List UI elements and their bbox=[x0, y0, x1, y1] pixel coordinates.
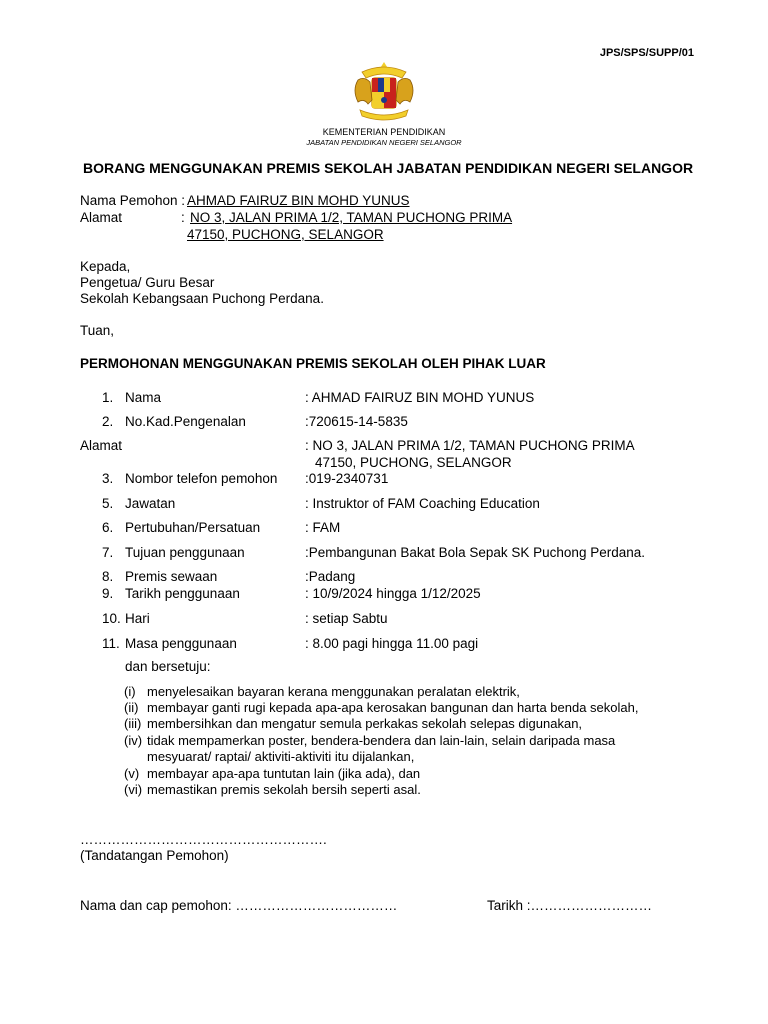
clause-text: menyelesaikan bayaran kerana menggunakan peralatan elektrik, bbox=[147, 684, 520, 699]
form-title: BORANG MENGGUNAKAN PREMIS SEKOLAH JABATAN PENDIDIKAN NEGERI SELANGOR bbox=[83, 160, 694, 176]
signature-caption: (Tandatangan Pemohon) bbox=[80, 848, 229, 863]
agreement-intro: dan bersetuju: bbox=[125, 659, 211, 674]
date-field: Tarikh :……………………… bbox=[487, 898, 653, 913]
department-name: JABATAN PENDIDIKAN NEGERI SELANGOR bbox=[306, 138, 462, 147]
field-number: 5. bbox=[102, 496, 114, 511]
clause-number: (ii) bbox=[124, 700, 139, 715]
recipient-line1: Pengetua/ Guru Besar bbox=[80, 275, 215, 290]
field-value-time: : 8.00 pagi hingga 11.00 pagi bbox=[305, 636, 479, 651]
field-number: 7. bbox=[102, 545, 114, 560]
field-label-date: Tarikh penggunaan bbox=[125, 586, 240, 601]
clause-number: (vi) bbox=[124, 782, 143, 797]
field-number: 10. bbox=[102, 611, 121, 626]
clause-number: (i) bbox=[124, 684, 136, 699]
field-value-day: : setiap Sabtu bbox=[305, 611, 388, 626]
clause-number: (v) bbox=[124, 766, 140, 781]
applicant-name-value: AHMAD FAIRUZ BIN MOHD YUNUS bbox=[187, 193, 410, 208]
field-value-date: : 10/9/2024 hingga 1/12/2025 bbox=[305, 586, 481, 601]
clause-text: membayar apa-apa tuntutan lain (jika ada), dan bbox=[147, 766, 421, 781]
clause-text: membersihkan dan mengatur semula perkakas sekolah selepas digunakan, bbox=[147, 716, 583, 731]
field-number: 1. bbox=[102, 390, 114, 405]
field-number: 6. bbox=[102, 520, 114, 535]
field-label-day: Hari bbox=[125, 611, 150, 626]
field-label-organisation: Pertubuhan/Persatuan bbox=[125, 520, 261, 535]
applicant-address-colon: : bbox=[181, 210, 185, 225]
clause-number: (iii) bbox=[124, 716, 142, 731]
name-stamp-field: Nama dan cap pemohon: ……………………………… bbox=[80, 898, 398, 913]
applicant-address-label: Alamat bbox=[80, 210, 123, 225]
applicant-address-line1: NO 3, JALAN PRIMA 1/2, TAMAN PUCHONG PRIMA bbox=[190, 210, 513, 225]
reference-code: JPS/SPS/SUPP/01 bbox=[599, 47, 694, 59]
field-label-alamat: Alamat bbox=[80, 438, 123, 453]
applicant-name-label: Nama Pemohon : bbox=[80, 193, 186, 208]
field-value-phone: :019-2340731 bbox=[305, 471, 389, 486]
field-label-time: Masa penggunaan bbox=[125, 636, 237, 651]
coat-of-arms-logo bbox=[344, 60, 424, 126]
clause-text: memastikan premis sekolah bersih seperti asal. bbox=[147, 782, 421, 797]
field-number: 9. bbox=[102, 586, 114, 601]
field-label-premises: Premis sewaan bbox=[125, 569, 218, 584]
field-value-nama: : AHMAD FAIRUZ BIN MOHD YUNUS bbox=[305, 390, 535, 405]
clause-text-continued: mesyuarat/ raptai/ aktiviti-aktiviti itu dijalankan, bbox=[147, 749, 415, 764]
field-value-purpose: :Pembangunan Bakat Bola Sepak SK Puchong Perdana. bbox=[305, 545, 645, 560]
clause-number: (iv) bbox=[124, 733, 143, 748]
applicant-address-line2: 47150, PUCHONG, SELANGOR bbox=[187, 227, 384, 242]
field-number: 11. bbox=[102, 636, 120, 651]
field-label-nama: Nama bbox=[125, 390, 162, 405]
field-value-ic: :720615-14-5835 bbox=[305, 414, 408, 429]
clause-text: tidak mempamerkan poster, bendera-bendera dan lain-lain, selain daripada masa bbox=[147, 733, 616, 748]
field-label-ic: No.Kad.Pengenalan bbox=[125, 414, 246, 429]
signature-line: ………………………………………………. bbox=[80, 832, 327, 847]
field-value-alamat-line2: 47150, PUCHONG, SELANGOR bbox=[315, 455, 512, 470]
subject-heading: PERMOHONAN MENGGUNAKAN PREMIS SEKOLAH OLEH PIHAK LUAR bbox=[80, 356, 546, 371]
field-label-purpose: Tujuan penggunaan bbox=[125, 545, 245, 560]
field-value-organisation: : FAM bbox=[305, 520, 341, 535]
clause-text: membayar ganti rugi kepada apa-apa kerosakan bangunan dan harta benda sekolah, bbox=[147, 700, 639, 715]
field-number: 3. bbox=[102, 471, 114, 486]
field-number: 2. bbox=[102, 414, 114, 429]
field-number: 8. bbox=[102, 569, 114, 584]
ministry-name: KEMENTERIAN PENDIDIKAN bbox=[322, 127, 446, 137]
field-value-jawatan: : Instruktor of FAM Coaching Education bbox=[305, 496, 540, 511]
field-label-phone: Nombor telefon pemohon bbox=[125, 471, 278, 486]
field-label-jawatan: Jawatan bbox=[125, 496, 176, 511]
field-value-alamat-line1: : NO 3, JALAN PRIMA 1/2, TAMAN PUCHONG PRIMA bbox=[305, 438, 635, 453]
salutation: Tuan, bbox=[80, 323, 115, 338]
recipient-to: Kepada, bbox=[80, 259, 131, 274]
field-value-premises: :Padang bbox=[305, 569, 356, 584]
recipient-line2: Sekolah Kebangsaan Puchong Perdana. bbox=[80, 291, 324, 306]
